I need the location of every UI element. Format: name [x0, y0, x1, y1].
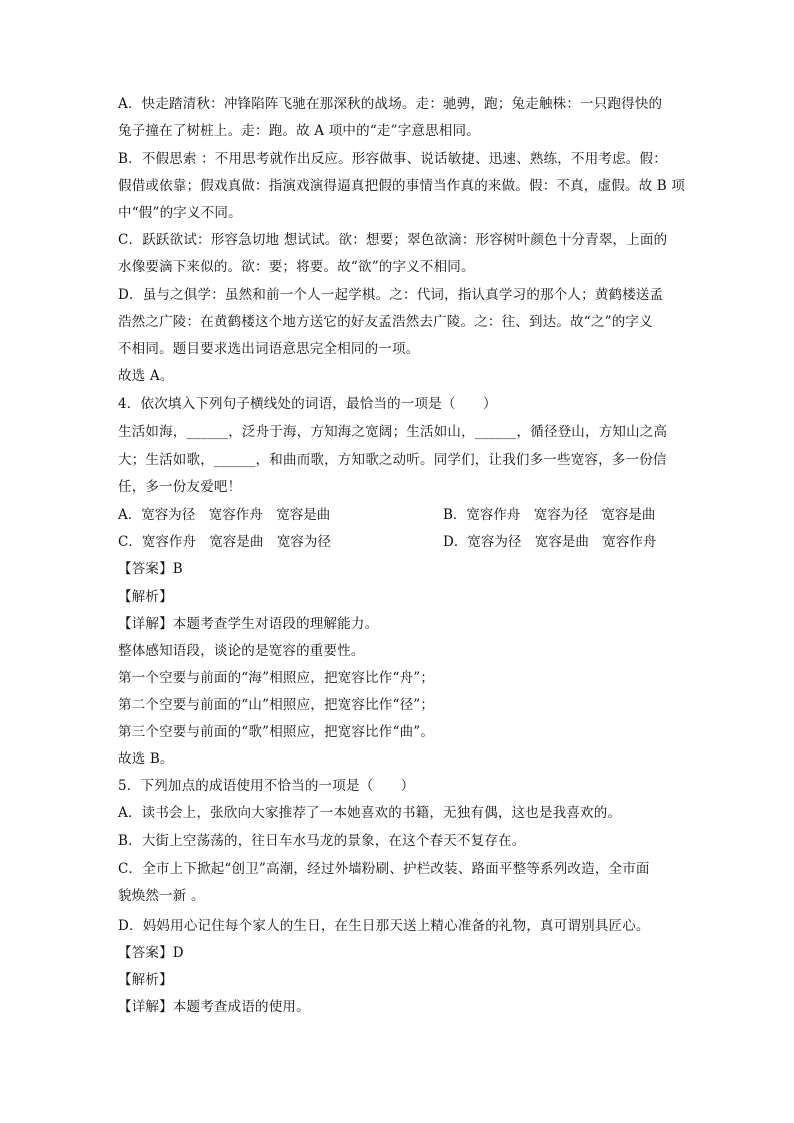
text-line: 【详解】本题考查成语的使用。 [118, 999, 310, 1015]
analysis-label: 【解析】 [118, 589, 173, 605]
text-line: 浩然之广陵：在黄鹤楼这个地方送它的好友孟浩然去广陵。之：往、到达。故“之”的字义 [118, 314, 653, 330]
analysis-label: 【解析】 [118, 972, 173, 988]
option-c: C．宽容作舟 宽容是曲 宽容为径 [118, 534, 331, 550]
question-5-stem: 5．下列加点的成语使用不恰当的一项是（ ） [118, 778, 415, 794]
option-d: D．宽容为径 宽容是曲 宽容作舟 [443, 534, 657, 550]
text-line: 生活如海，______，泛舟于海，方知海之宽阔；生活如山，______，循径登山，方知山之高 [118, 424, 668, 440]
text-line: C．跃跃欲试：形容急切地 想试试。欲：想要；翠色欲滴：形容树叶颜色十分青翠，上面的 [118, 232, 668, 248]
text-line: A．读书会上，张欣向大家推荐了一本她喜欢的书籍，无独有偶，这也是我喜欢的。 [118, 805, 622, 821]
answer-label: 【答案】D [118, 945, 184, 961]
text-line: 兔子撞在了树桩上。走：跑。故 A 项中的“走”字意思相同。 [118, 123, 480, 139]
option-a: A．宽容为径 宽容作舟 宽容是曲 [118, 507, 331, 523]
text-line: 故选 B。 [118, 751, 174, 767]
text-line: 大；生活如歌，______，和曲而歌，方知歌之动听。同学们，让我们多一些宽容，多一份信 [118, 452, 667, 468]
answer-label: 【答案】B [118, 561, 183, 577]
text-line: B．大街上空荡荡的，往日车水马龙的景象，在这个春天不复存在。 [118, 833, 526, 849]
text-line: 假借或依靠；假戏真做：指演戏演得逼真把假的事情当作真的来做。假：不真，虚假。故 B 项 [118, 178, 686, 194]
option-b: B．宽容作舟 宽容为径 宽容是曲 [443, 507, 656, 523]
text-line: D．妈妈用心记住每个家人的生日，在生日那天送上精心准备的礼物，真可谓别具匠心。 [118, 918, 650, 934]
text-line: B．不假思索 ：不用思考就作出反应。形容做事、说话敏捷、迅速、熟练，不用考虑。假： [118, 151, 667, 167]
text-line: 故选 A。 [118, 368, 174, 384]
question-4-stem: 4．依次填入下列句子横线处的词语，最恰当的一项是（ ） [118, 396, 497, 412]
text-line: 第一个空要与前面的“海”相照应，把宽容比作“舟”； [118, 670, 435, 686]
text-line: 第三个空要与前面的“歌”相照应，把宽容比作“曲”。 [118, 724, 435, 740]
text-line: A．快走踏清秋：冲锋陷阵飞驰在那深秋的战场。走：驰骋，跑；兔走触株：一只跑得快的 [118, 96, 663, 112]
text-line: 任，多一份友爱吧！ [118, 479, 242, 495]
text-line: 中“假”的字义不同。 [118, 205, 242, 221]
text-line: 貌焕然一新 。 [118, 888, 205, 904]
text-line: D．虽与之俱学：虽然和前一个人一起学棋。之：代词，指认真学习的那个人；黄鹤楼送孟 [118, 287, 664, 303]
text-line: 整体感知语段，谈论的是宽容的重要性。 [118, 643, 365, 659]
text-line: 第二个空要与前面的“山”相照应，把宽容比作“径”； [118, 697, 435, 713]
text-line: 不相同。题目要求选出词语意思完全相同的一项。 [118, 341, 420, 357]
text-line: C．全市上下掀起“创卫”高潮，经过外墙粉刷、护栏改装、路面平整等系列改造，全市面 [118, 861, 650, 877]
text-line: 【详解】本题考查学生对语段的理解能力。 [118, 616, 379, 632]
text-line: 水像要滴下来似的。欲：要；将要。故“欲”的字义不相同。 [118, 259, 475, 275]
